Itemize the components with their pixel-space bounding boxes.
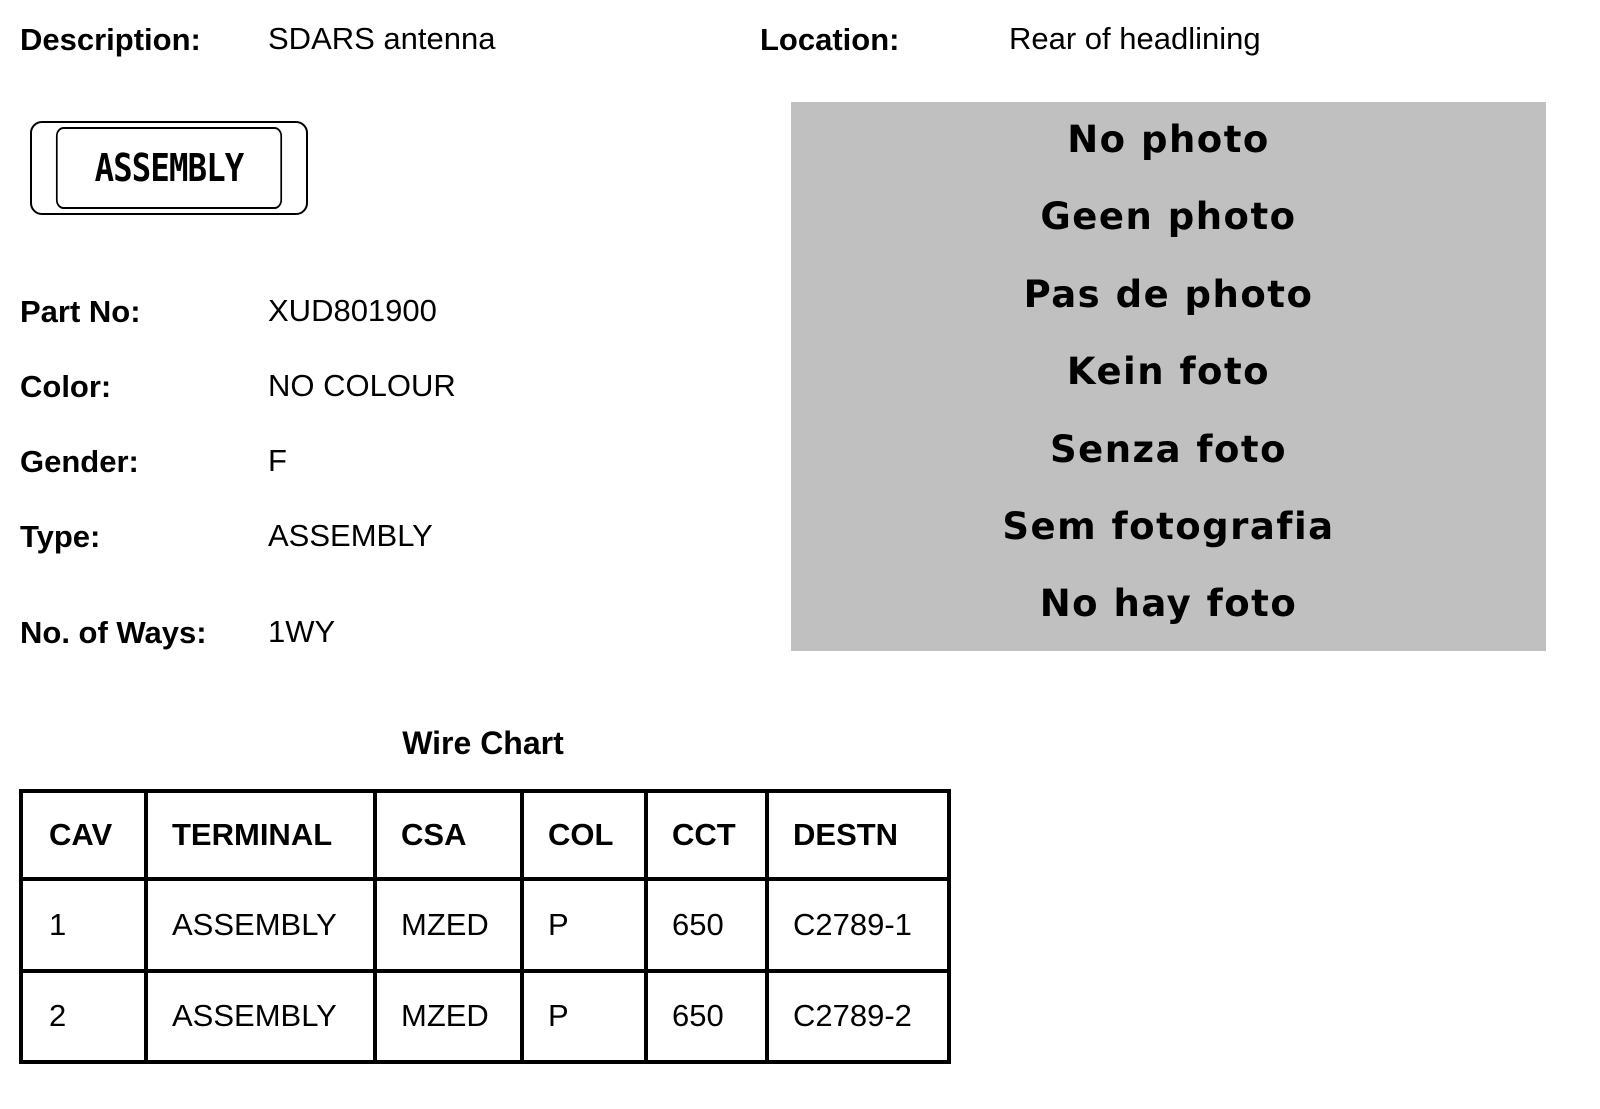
table-header-row xyxy=(21,791,949,879)
no-photo-text-en: No photo xyxy=(1067,118,1270,161)
table-row xyxy=(21,971,949,1063)
wire-chart-title: Wire Chart xyxy=(402,725,564,761)
gender-value: F xyxy=(268,443,287,478)
ways-value: 1WY xyxy=(268,614,336,649)
description-value: SDARS antenna xyxy=(268,21,496,56)
part-no-value: XUD801900 xyxy=(268,293,437,328)
part-no-label: Part No: xyxy=(20,294,141,329)
ways-label: No. of Ways: xyxy=(20,615,207,650)
column-header-terminal: TERMINAL xyxy=(146,791,375,879)
column-header-col: COL xyxy=(522,791,646,879)
color-value: NO COLOUR xyxy=(268,368,456,403)
column-header-destn: DESTN xyxy=(767,791,949,879)
type-label: Type: xyxy=(20,519,101,554)
color-label: Color: xyxy=(20,369,112,404)
no-photo-text-pt: Sem fotografia xyxy=(1002,505,1335,548)
description-label: Description: xyxy=(20,22,201,57)
cell-terminal: ASSEMBLY xyxy=(146,879,375,971)
cell-cav: 2 xyxy=(21,971,146,1063)
cell-col: P xyxy=(522,879,646,971)
location-value: Rear of headlining xyxy=(1009,21,1261,56)
cell-cct: 650 xyxy=(646,879,767,971)
wire-chart-table xyxy=(19,789,951,1064)
no-photo-text-it: Senza foto xyxy=(1049,428,1288,471)
cell-col: P xyxy=(522,971,646,1063)
table-row xyxy=(21,879,949,971)
assembly-badge-text: ASSEMBLY xyxy=(56,127,282,209)
type-value: ASSEMBLY xyxy=(268,518,433,553)
cell-csa: MZED xyxy=(375,971,522,1063)
cell-terminal: ASSEMBLY xyxy=(146,971,375,1063)
photo-placeholder xyxy=(791,102,1546,651)
cell-cct: 650 xyxy=(646,971,767,1063)
cell-destn: C2789-1 xyxy=(767,879,949,971)
cell-destn: C2789-2 xyxy=(767,971,949,1063)
no-photo-text-es: No hay foto xyxy=(1039,582,1298,625)
no-photo-text-de: Kein foto xyxy=(1066,350,1271,393)
column-header-csa: CSA xyxy=(375,791,522,879)
location-label: Location: xyxy=(760,22,900,57)
no-photo-text-fr: Pas de photo xyxy=(1023,273,1314,316)
column-header-cav: CAV xyxy=(21,791,146,879)
column-header-cct: CCT xyxy=(646,791,767,879)
cell-cav: 1 xyxy=(21,879,146,971)
no-photo-text-nl: Geen photo xyxy=(1040,195,1297,238)
gender-label: Gender: xyxy=(20,444,139,479)
assembly-badge xyxy=(30,121,308,215)
cell-csa: MZED xyxy=(375,879,522,971)
